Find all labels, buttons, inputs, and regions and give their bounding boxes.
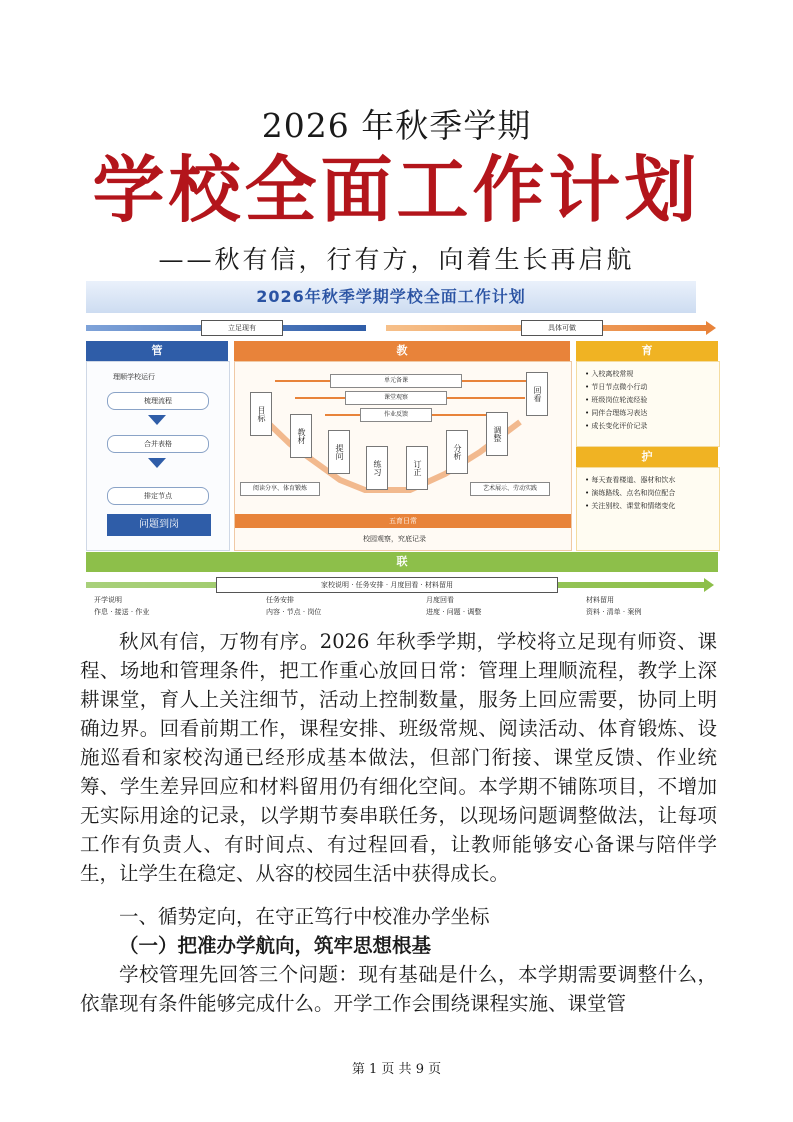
section-heading-1: 一、循势定向，在守正笃行中校准办学坐标 [119, 905, 490, 928]
protect-panel [576, 467, 720, 551]
manage-step-2: 合并表格 [107, 435, 209, 453]
nurture-item-2: • 节日节点微小行动 [585, 381, 647, 394]
teach-node-3: 提问 [328, 430, 350, 474]
page-number: 第 1 页 共 9 页 [351, 1062, 442, 1077]
teach-label-2: 课堂观察 [345, 391, 447, 405]
link-group-3-b: 进度 · 问题 · 调整 [426, 608, 482, 616]
section-heading-1-1: （一）把准办学航向，筑牢思想根基 [119, 934, 432, 957]
manage-arrow-1 [148, 415, 166, 425]
teach-label-1: 单元备课 [330, 374, 462, 388]
nurture-item-3: • 班级岗位轮流经验 [585, 394, 647, 407]
teach-node-5: 订正 [406, 446, 428, 490]
intro-paragraph: 秋风有信，万物有序。2026 年秋季学期，学校将立足现有师资、课程、场地和管理条件，把工作重心放回日常：管理上理顺流程，教学上深耕课堂，育人上关注细节，活动上控制数量，服务上回应需要，协同上明确边界。回看前期工作，课程安排、班级常规、阅读活动、体育锻炼、设施巡看和家校沟通已经形成基本做法，但部门衔接、课堂反馈、作业统筹、学生差异回应和材料留用仍有细化空间。本学期不铺陈项目，不增加无实际用途的记录，以学期节奏串联任务，以现场问题调整做法，让每项工作有负责人、有时间点、有过程回看，让教师能够安心备课与陪伴学生，让学生在稳定、从容的校园生活中获得成长。 [80, 630, 717, 885]
link-group-2-b: 内容 · 节点 · 岗位 [266, 608, 322, 616]
teach-note-right: 艺术展示、劳动实践 [470, 482, 550, 496]
year-title: 2026 年秋季学期 [261, 106, 532, 145]
teach-label-3: 作业反馈 [360, 408, 432, 422]
link-group-4-b: 资料 · 清单 · 案例 [586, 608, 642, 616]
protect-item-3: • 关注别校、课堂和情绪变化 [585, 500, 675, 513]
plan-infographic [86, 281, 718, 619]
infographic-title: 2026年秋季学期学校全面工作计划 [86, 281, 696, 313]
subtitle: ——秋有信，行有方，向着生长再启航 [158, 245, 635, 274]
protect-item-2: • 演练路线、点名和岗位配合 [585, 487, 675, 500]
nurture-list [585, 368, 647, 433]
manage-label: 理顺学校运行 [113, 373, 155, 381]
nurture-item-4: • 同伴合理练习表达 [585, 407, 647, 420]
link-head: 联 [86, 552, 718, 572]
top-arrow-head [706, 321, 716, 335]
manage-result: 问题到岗 [107, 514, 211, 536]
nurture-item-1: • 入校离校常规 [585, 368, 647, 381]
teach-node-2: 教材 [290, 414, 312, 458]
teach-panel [234, 361, 572, 551]
teach-node-7: 调整 [486, 412, 508, 456]
protect-item-1: • 每天查看楼道、器材和饮水 [585, 474, 675, 487]
manage-head: 管 [86, 341, 228, 361]
link-bar: 家校说明 · 任务安排 · 月度回看 · 材料留用 [216, 577, 558, 593]
teach-bottom: 校园观察，究底记录 [363, 535, 426, 543]
tag-foundation: 立足现有 [201, 320, 283, 336]
teach-node-1: 目标 [250, 392, 272, 436]
nurture-item-5: • 成长变化评价记录 [585, 420, 647, 433]
link-group-3-a: 月度回看 [426, 596, 454, 604]
section-paragraph-1: 学校管理先回答三个问题：现有基础是什么，本学期需要调整什么，依靠现有条件能够完成什么。开学工作会围绕课程实施、课堂管 [80, 963, 717, 1015]
teach-bar: 五育日常 [235, 514, 571, 528]
manage-panel [86, 361, 230, 551]
teach-note-left: 阅读分享、体育锻炼 [240, 482, 320, 496]
main-title: 学校全面工作计划 [92, 147, 701, 232]
protect-head: 护 [576, 447, 718, 467]
link-group-1-b: 作息 · 接送 · 作业 [94, 608, 150, 616]
teach-node-8: 回看 [526, 372, 548, 416]
nurture-panel [576, 361, 720, 447]
teach-node-6: 分析 [446, 430, 468, 474]
manage-arrow-2 [148, 458, 166, 468]
link-group-4-a: 材料留用 [586, 596, 614, 604]
tag-practical: 具体可做 [521, 320, 603, 336]
link-arrow-head [704, 578, 714, 592]
teach-head: 教 [234, 341, 570, 361]
teach-node-4: 练习 [366, 446, 388, 490]
nurture-head: 育 [576, 341, 718, 361]
manage-step-1: 梳理流程 [107, 392, 209, 410]
link-group-2-a: 任务安排 [266, 596, 294, 604]
manage-step-3: 排定节点 [107, 487, 209, 505]
link-group-1-a: 开学说明 [94, 596, 122, 604]
protect-list [585, 474, 675, 513]
